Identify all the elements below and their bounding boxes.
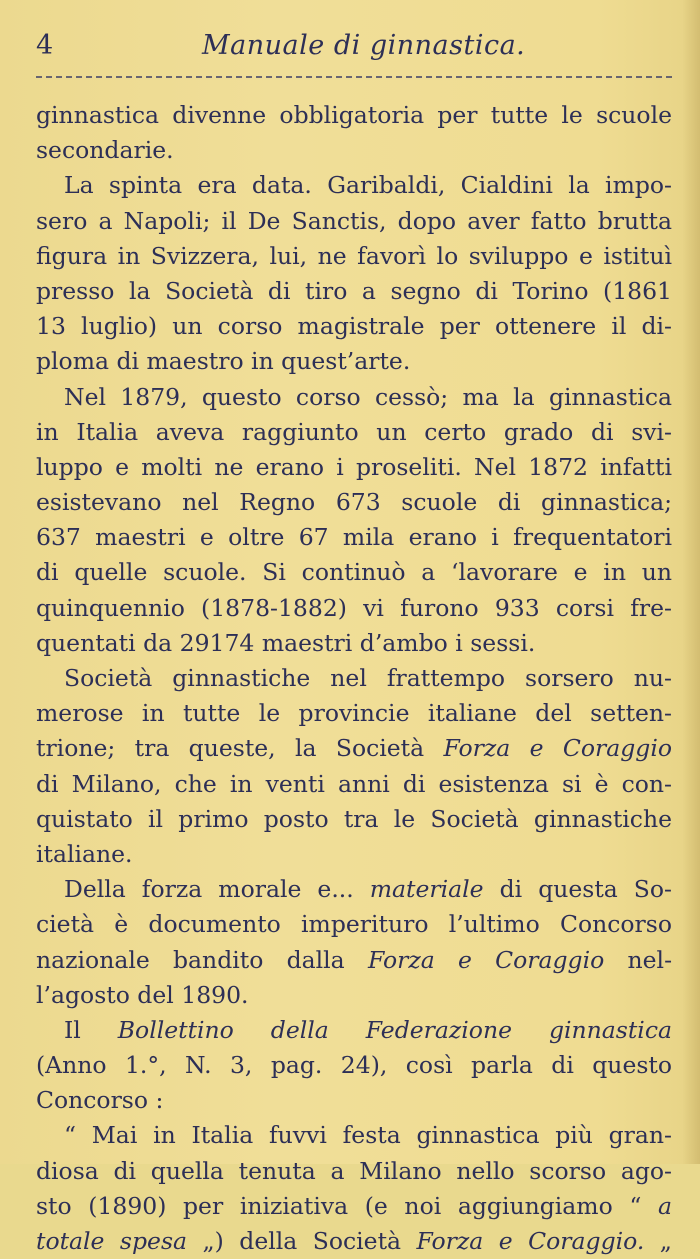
text-line: Concorso : xyxy=(36,1086,164,1115)
text-line: La spinta era data. Garibaldi, Cialdini la impo- xyxy=(64,171,672,200)
text-line: secondarie. xyxy=(36,136,174,165)
text-line: Nel 1879, questo corso cessò; ma la ginnastica xyxy=(64,382,672,411)
page-header xyxy=(36,30,672,72)
body-text xyxy=(36,98,672,1259)
text-line: totale spesa „) della Società Forza e Coraggio. „ xyxy=(36,1227,672,1255)
italic-text: a xyxy=(657,1191,672,1220)
text-line: l’agosto del 1890. xyxy=(36,980,249,1009)
text-line: figura in Svizzera, lui, ne favorì lo sviluppo e istituì xyxy=(36,241,672,270)
text-line: presso la Società di tiro a segno di Torino (1861 xyxy=(36,276,672,305)
page-edge-shadow xyxy=(682,0,700,1164)
italic-text: Forza e Coraggio xyxy=(443,734,672,763)
text-line: esistevano nel Regno 673 scuole di ginnastica; xyxy=(36,488,672,517)
header-rule xyxy=(36,76,672,78)
italic-text: Bollettino della Federazione ginnastica xyxy=(117,1015,672,1044)
text-line: 13 luglio) un corso magistrale per ottenere il di- xyxy=(36,312,672,341)
text-line: quentati da 29174 maestri d’ambo i sessi. xyxy=(36,628,536,657)
text-line: ploma di maestro in quest’arte. xyxy=(36,347,411,376)
text-line: di quelle scuole. Si continuò a ‘lavorare e in un xyxy=(36,558,672,587)
text-line: italiane. xyxy=(36,839,133,868)
text-line: in Italia aveva raggiunto un certo grado di svi- xyxy=(36,417,672,446)
text-line: Società ginnastiche nel frattempo sorsero nu- xyxy=(64,664,672,692)
running-title: Manuale di ginnastica. xyxy=(202,30,526,61)
italic-text: Forza e Coraggio xyxy=(367,945,605,974)
text-line: quinquennio (1878-1882) vi furono 933 corsi fre- xyxy=(36,593,672,622)
text-line: sto (1890) per iniziativa (e noi aggiungiamo “ a xyxy=(36,1191,672,1220)
text-line: di Milano, che in venti anni di esistenza si è con- xyxy=(36,769,672,798)
text-line: sero a Napoli; il De Sanctis, dopo aver fatto brutta xyxy=(36,206,672,235)
text-line: Della forza morale e... materiale di questa So- xyxy=(64,875,672,904)
text-line: trione; tra queste, la Società Forza e Coraggio xyxy=(36,734,672,763)
text-line: cietà è documento imperituro l’ultimo Concorso xyxy=(36,910,672,939)
text-line: 637 maestri e oltre 67 mila erano i frequentatori xyxy=(36,523,672,552)
text-line: Il Bollettino della Federazione ginnastica xyxy=(64,1015,672,1044)
text-line: (Anno 1.°, N. 3, pag. 24), così parla di questo xyxy=(36,1051,672,1080)
page-number: 4 xyxy=(36,30,54,61)
italic-text: materiale xyxy=(369,875,484,904)
text-line: merose in tutte le provincie italiane del setten- xyxy=(36,699,672,728)
italic-text: Forza e Coraggio. xyxy=(416,1227,645,1255)
text-line: ginnastica divenne obbligatoria per tutte le scuole xyxy=(36,101,672,129)
text-line: nazionale bandito dalla Forza e Coraggio nel- xyxy=(36,945,673,974)
text-line: diosa di quella tenuta a Milano nello scorso ago- xyxy=(36,1156,672,1185)
text-line: “ Mai in Italia fuvvi festa ginnastica più gran- xyxy=(64,1121,672,1150)
text-line: luppo e molti ne erano i proseliti. Nel 1872 infatti xyxy=(36,452,672,481)
italic-text: totale spesa xyxy=(36,1227,188,1255)
text-line: quistato il primo posto tra le Società ginnastiche xyxy=(36,804,672,833)
